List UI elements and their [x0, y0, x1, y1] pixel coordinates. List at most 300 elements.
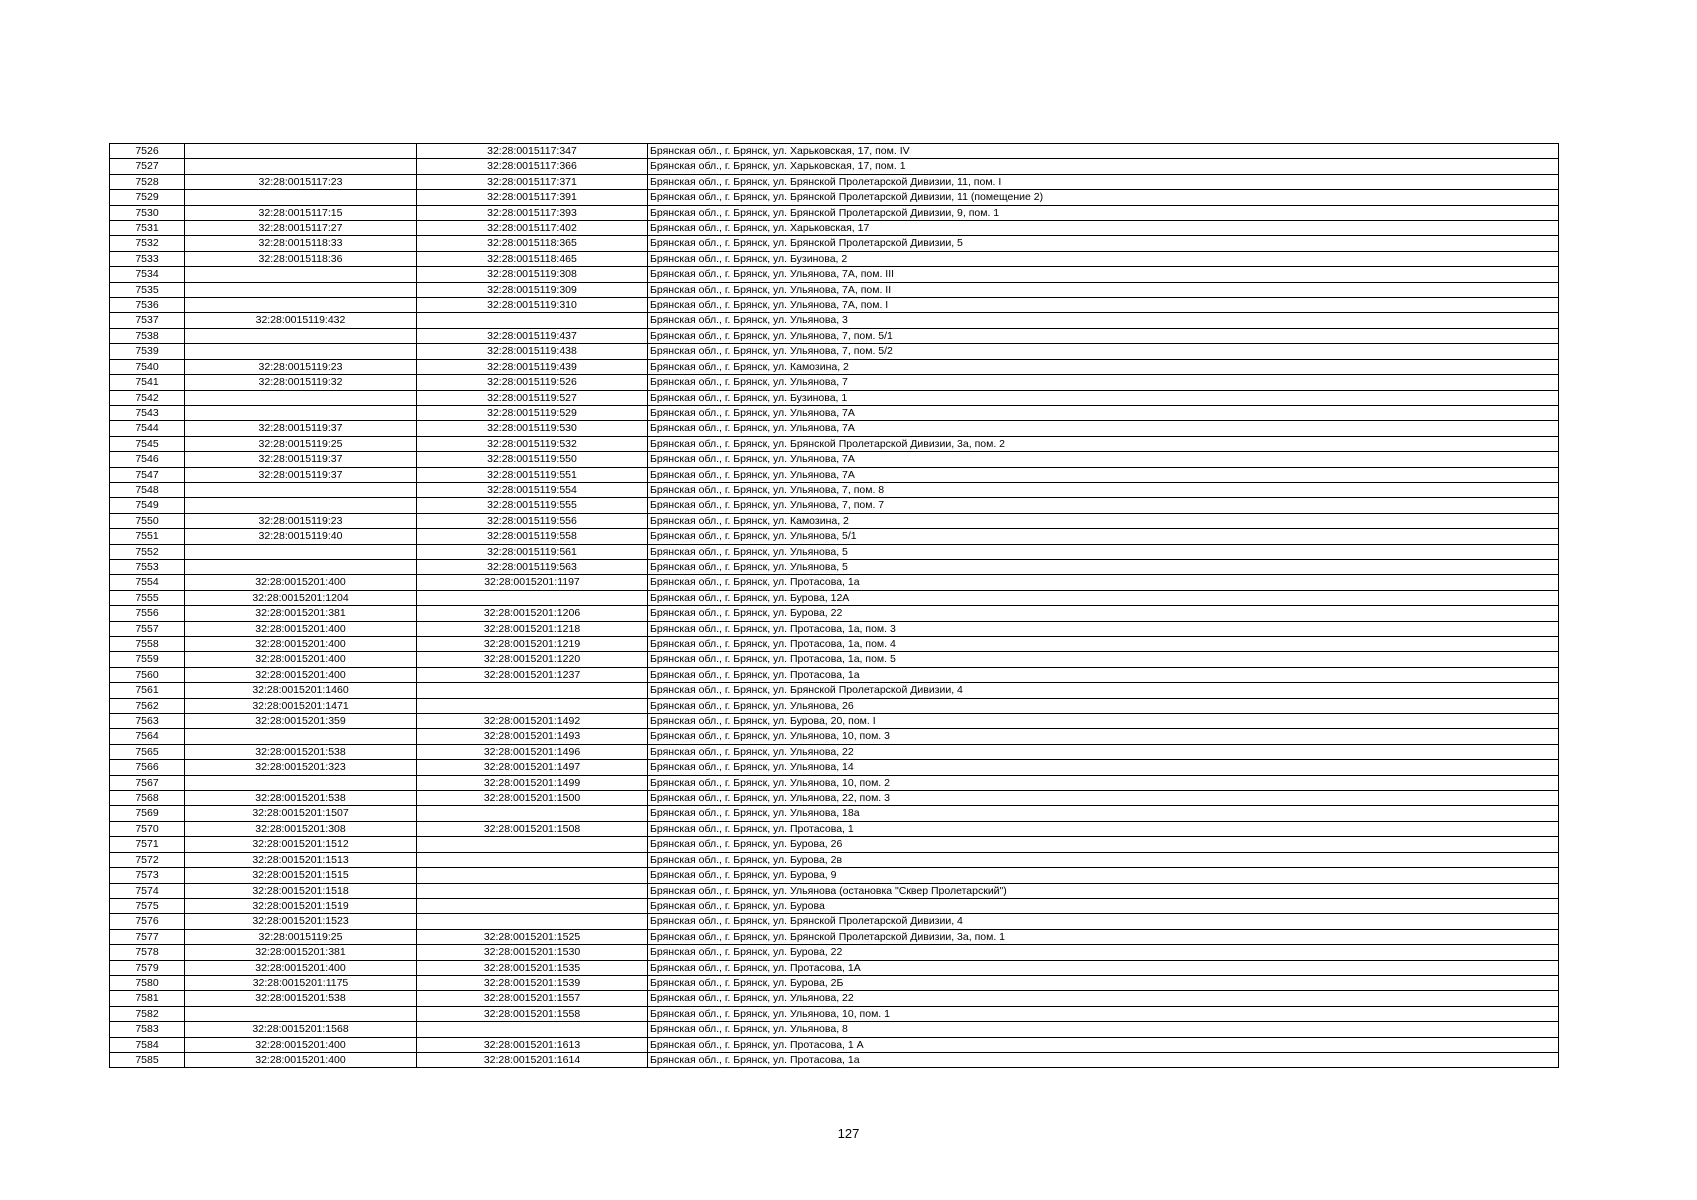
parcel-number-cell: 32:28:0015201:1568 [185, 1022, 417, 1037]
parcel-number-cell [185, 775, 417, 790]
address-cell: Брянская обл., г. Брянск, ул. Харьковская, 17, пом. IV [648, 144, 1559, 159]
row-number-cell: 7556 [110, 606, 185, 621]
object-number-cell: 32:28:0015201:1500 [417, 791, 648, 806]
table-row [110, 282, 1559, 297]
table-row [110, 375, 1559, 390]
address-cell: Брянская обл., г. Брянск, ул. Брянской Пролетарской Дивизии, 11 (помещение 2) [648, 190, 1559, 205]
row-number-cell: 7545 [110, 436, 185, 451]
address-cell: Брянская обл., г. Брянск, ул. Бурова, 2в [648, 852, 1559, 867]
parcel-number-cell: 32:28:0015119:37 [185, 452, 417, 467]
address-cell: Брянская обл., г. Брянск, ул. Бурова, 22 [648, 606, 1559, 621]
address-cell: Брянская обл., г. Брянск, ул. Ульянова, 7А [648, 452, 1559, 467]
address-cell: Брянская обл., г. Брянск, ул. Бурова, 20, пом. I [648, 714, 1559, 729]
parcel-number-cell: 32:28:0015201:1513 [185, 852, 417, 867]
address-cell: Брянская обл., г. Брянск, ул. Ульянова, 7А, пом. III [648, 267, 1559, 282]
address-cell: Брянская обл., г. Брянск, ул. Протасова, 1а, пом. 5 [648, 652, 1559, 667]
address-cell: Брянская обл., г. Брянск, ул. Протасова, 1а [648, 667, 1559, 682]
object-number-cell: 32:28:0015119:551 [417, 467, 648, 482]
parcel-number-cell: 32:28:0015201:1507 [185, 806, 417, 821]
address-cell: Брянская обл., г. Брянск, ул. Ульянова, 5 [648, 544, 1559, 559]
table-row [110, 236, 1559, 251]
address-cell: Брянская обл., г. Брянск, ул. Ульянова, 7 [648, 375, 1559, 390]
object-number-cell: 32:28:0015201:1218 [417, 621, 648, 636]
address-cell: Брянская обл., г. Брянск, ул. Протасова, 1а [648, 575, 1559, 590]
address-cell: Брянская обл., г. Брянск, ул. Ульянова, 7А [648, 467, 1559, 482]
table-row [110, 868, 1559, 883]
row-number-cell: 7544 [110, 421, 185, 436]
address-cell: Брянская обл., г. Брянск, ул. Брянской Пролетарской Дивизии, 11, пом. I [648, 174, 1559, 189]
table-row [110, 251, 1559, 266]
object-number-cell: 32:28:0015201:1206 [417, 606, 648, 621]
table-row [110, 914, 1559, 929]
address-cell: Брянская обл., г. Брянск, ул. Бурова [648, 898, 1559, 913]
object-number-cell: 32:28:0015201:1220 [417, 652, 648, 667]
address-cell: Брянская обл., г. Брянск, ул. Ульянова, 10, пом. 1 [648, 1006, 1559, 1021]
row-number-cell: 7571 [110, 837, 185, 852]
row-number-cell: 7583 [110, 1022, 185, 1037]
object-number-cell: 32:28:0015201:1525 [417, 929, 648, 944]
parcel-number-cell: 32:28:0015201:323 [185, 760, 417, 775]
table-row [110, 1037, 1559, 1052]
address-cell: Брянская обл., г. Брянск, ул. Ульянова, 7А [648, 405, 1559, 420]
address-cell: Брянская обл., г. Брянск, ул. Ульянова (остановка "Сквер Пролетарский") [648, 883, 1559, 898]
table-row [110, 652, 1559, 667]
parcel-number-cell: 32:28:0015119:23 [185, 513, 417, 528]
address-cell: Брянская обл., г. Брянск, ул. Ульянова, 7, пом. 5/1 [648, 328, 1559, 343]
row-number-cell: 7566 [110, 760, 185, 775]
parcel-number-cell: 32:28:0015201:400 [185, 621, 417, 636]
parcel-number-cell: 32:28:0015201:1471 [185, 698, 417, 713]
object-number-cell: 32:28:0015119:526 [417, 375, 648, 390]
parcel-number-cell: 32:28:0015119:40 [185, 529, 417, 544]
table-row [110, 852, 1559, 867]
table-row [110, 221, 1559, 236]
table-row [110, 960, 1559, 975]
object-number-cell: 32:28:0015201:1557 [417, 991, 648, 1006]
address-cell: Брянская обл., г. Брянск, ул. Брянской Пролетарской Дивизии, 9, пом. 1 [648, 205, 1559, 220]
object-number-cell: 32:28:0015201:1197 [417, 575, 648, 590]
table-row [110, 621, 1559, 636]
parcel-number-cell [185, 328, 417, 343]
object-number-cell: 32:28:0015201:1535 [417, 960, 648, 975]
row-number-cell: 7564 [110, 729, 185, 744]
table-row [110, 298, 1559, 313]
parcel-number-cell: 32:28:0015118:36 [185, 251, 417, 266]
object-number-cell [417, 590, 648, 605]
address-cell: Брянская обл., г. Брянск, ул. Ульянова, 7, пом. 7 [648, 498, 1559, 513]
row-number-cell: 7557 [110, 621, 185, 636]
parcel-number-cell: 32:28:0015201:381 [185, 606, 417, 621]
table-row [110, 821, 1559, 836]
row-number-cell: 7581 [110, 991, 185, 1006]
row-number-cell: 7539 [110, 344, 185, 359]
table-row [110, 991, 1559, 1006]
address-cell: Брянская обл., г. Брянск, ул. Бузинова, 1 [648, 390, 1559, 405]
parcel-number-cell: 32:28:0015201:400 [185, 667, 417, 682]
table-row [110, 898, 1559, 913]
parcel-number-cell: 32:28:0015119:25 [185, 929, 417, 944]
object-number-cell: 32:28:0015201:1508 [417, 821, 648, 836]
object-number-cell [417, 852, 648, 867]
table-row [110, 945, 1559, 960]
address-cell: Брянская обл., г. Брянск, ул. Ульянова, 22, пом. 3 [648, 791, 1559, 806]
table-row [110, 190, 1559, 205]
address-cell: Брянская обл., г. Брянск, ул. Ульянова, 22 [648, 991, 1559, 1006]
table-row [110, 452, 1559, 467]
table-row [110, 637, 1559, 652]
row-number-cell: 7578 [110, 945, 185, 960]
object-number-cell: 32:28:0015119:555 [417, 498, 648, 513]
table-row [110, 1006, 1559, 1021]
table-row [110, 513, 1559, 528]
parcel-number-cell [185, 159, 417, 174]
table-row [110, 436, 1559, 451]
address-cell: Брянская обл., г. Брянск, ул. Ульянова, 10, пом. 3 [648, 729, 1559, 744]
row-number-cell: 7548 [110, 482, 185, 497]
parcel-number-cell: 32:28:0015118:33 [185, 236, 417, 251]
address-cell: Брянская обл., г. Брянск, ул. Ульянова, 5 [648, 559, 1559, 574]
table-row [110, 806, 1559, 821]
row-number-cell: 7563 [110, 714, 185, 729]
row-number-cell: 7555 [110, 590, 185, 605]
row-number-cell: 7568 [110, 791, 185, 806]
object-number-cell: 32:28:0015119:309 [417, 282, 648, 297]
row-number-cell: 7561 [110, 683, 185, 698]
parcel-number-cell: 32:28:0015201:1518 [185, 883, 417, 898]
row-number-cell: 7572 [110, 852, 185, 867]
object-number-cell: 32:28:0015117:371 [417, 174, 648, 189]
parcel-number-cell [185, 559, 417, 574]
object-number-cell: 32:28:0015119:527 [417, 390, 648, 405]
address-cell: Брянская обл., г. Брянск, ул. Ульянова, 7, пом. 8 [648, 482, 1559, 497]
object-number-cell: 32:28:0015119:438 [417, 344, 648, 359]
table-row [110, 390, 1559, 405]
address-cell: Брянская обл., г. Брянск, ул. Ульянова, 5/1 [648, 529, 1559, 544]
table-row [110, 498, 1559, 513]
table-row [110, 174, 1559, 189]
table-row [110, 729, 1559, 744]
parcel-number-cell: 32:28:0015201:538 [185, 991, 417, 1006]
row-number-cell: 7530 [110, 205, 185, 220]
address-cell: Брянская обл., г. Брянск, ул. Ульянова, 10, пом. 2 [648, 775, 1559, 790]
table-row [110, 559, 1559, 574]
address-cell: Брянская обл., г. Брянск, ул. Ульянова, 7А, пом. II [648, 282, 1559, 297]
address-cell: Брянская обл., г. Брянск, ул. Харьковская, 17 [648, 221, 1559, 236]
address-cell: Брянская обл., г. Брянск, ул. Протасова, 1 А [648, 1037, 1559, 1052]
object-number-cell: 32:28:0015201:1493 [417, 729, 648, 744]
parcel-number-cell: 32:28:0015119:432 [185, 313, 417, 328]
address-cell: Брянская обл., г. Брянск, ул. Камозина, 2 [648, 359, 1559, 374]
address-cell: Брянская обл., г. Брянск, ул. Протасова, 1а [648, 1052, 1559, 1067]
row-number-cell: 7559 [110, 652, 185, 667]
table-row [110, 590, 1559, 605]
parcel-number-cell: 32:28:0015119:25 [185, 436, 417, 451]
registry-table-body [110, 144, 1559, 1068]
parcel-number-cell: 32:28:0015201:400 [185, 1037, 417, 1052]
address-cell: Брянская обл., г. Брянск, ул. Камозина, 2 [648, 513, 1559, 528]
row-number-cell: 7547 [110, 467, 185, 482]
parcel-number-cell: 32:28:0015119:37 [185, 467, 417, 482]
parcel-number-cell: 32:28:0015201:1519 [185, 898, 417, 913]
address-cell: Брянская обл., г. Брянск, ул. Протасова, 1а, пом. 4 [648, 637, 1559, 652]
row-number-cell: 7533 [110, 251, 185, 266]
table-row [110, 929, 1559, 944]
object-number-cell: 32:28:0015117:391 [417, 190, 648, 205]
parcel-number-cell [185, 390, 417, 405]
address-cell: Брянская обл., г. Брянск, ул. Харьковская, 17, пом. 1 [648, 159, 1559, 174]
table-row [110, 667, 1559, 682]
row-number-cell: 7575 [110, 898, 185, 913]
row-number-cell: 7579 [110, 960, 185, 975]
object-number-cell: 32:28:0015119:561 [417, 544, 648, 559]
object-number-cell: 32:28:0015119:556 [417, 513, 648, 528]
page-number: 127 [837, 1126, 860, 1141]
row-number-cell: 7551 [110, 529, 185, 544]
parcel-number-cell: 32:28:0015201:400 [185, 652, 417, 667]
object-number-cell: 32:28:0015201:1219 [417, 637, 648, 652]
parcel-number-cell: 32:28:0015117:27 [185, 221, 417, 236]
row-number-cell: 7585 [110, 1052, 185, 1067]
object-number-cell: 32:28:0015117:347 [417, 144, 648, 159]
parcel-number-cell: 32:28:0015201:400 [185, 1052, 417, 1067]
address-cell: Брянская обл., г. Брянск, ул. Бурова, 2Б [648, 975, 1559, 990]
table-row [110, 775, 1559, 790]
address-cell: Брянская обл., г. Брянск, ул. Бурова, 26 [648, 837, 1559, 852]
object-number-cell: 32:28:0015119:308 [417, 267, 648, 282]
row-number-cell: 7565 [110, 744, 185, 759]
object-number-cell [417, 883, 648, 898]
row-number-cell: 7534 [110, 267, 185, 282]
object-number-cell: 32:28:0015119:554 [417, 482, 648, 497]
row-number-cell: 7537 [110, 313, 185, 328]
object-number-cell [417, 806, 648, 821]
row-number-cell: 7570 [110, 821, 185, 836]
table-row [110, 606, 1559, 621]
row-number-cell: 7567 [110, 775, 185, 790]
table-row [110, 144, 1559, 159]
table-row [110, 698, 1559, 713]
row-number-cell: 7535 [110, 282, 185, 297]
row-number-cell: 7529 [110, 190, 185, 205]
parcel-number-cell [185, 498, 417, 513]
parcel-number-cell: 32:28:0015201:1523 [185, 914, 417, 929]
row-number-cell: 7554 [110, 575, 185, 590]
object-number-cell: 32:28:0015119:532 [417, 436, 648, 451]
address-cell: Брянская обл., г. Брянск, ул. Ульянова, 26 [648, 698, 1559, 713]
parcel-number-cell [185, 144, 417, 159]
object-number-cell: 32:28:0015119:437 [417, 328, 648, 343]
row-number-cell: 7560 [110, 667, 185, 682]
object-number-cell: 32:28:0015201:1530 [417, 945, 648, 960]
object-number-cell: 32:28:0015201:1614 [417, 1052, 648, 1067]
row-number-cell: 7552 [110, 544, 185, 559]
table-row [110, 760, 1559, 775]
row-number-cell: 7562 [110, 698, 185, 713]
object-number-cell: 32:28:0015201:1539 [417, 975, 648, 990]
object-number-cell [417, 683, 648, 698]
parcel-number-cell: 32:28:0015117:15 [185, 205, 417, 220]
object-number-cell: 32:28:0015201:1492 [417, 714, 648, 729]
address-cell: Брянская обл., г. Брянск, ул. Бурова, 12А [648, 590, 1559, 605]
parcel-number-cell: 32:28:0015201:1515 [185, 868, 417, 883]
row-number-cell: 7527 [110, 159, 185, 174]
parcel-number-cell [185, 405, 417, 420]
address-cell: Брянская обл., г. Брянск, ул. Ульянова, 8 [648, 1022, 1559, 1037]
row-number-cell: 7558 [110, 637, 185, 652]
object-number-cell [417, 698, 648, 713]
parcel-number-cell [185, 282, 417, 297]
row-number-cell: 7543 [110, 405, 185, 420]
parcel-number-cell: 32:28:0015117:23 [185, 174, 417, 189]
parcel-number-cell: 32:28:0015119:37 [185, 421, 417, 436]
table-row [110, 529, 1559, 544]
row-number-cell: 7531 [110, 221, 185, 236]
object-number-cell: 32:28:0015119:563 [417, 559, 648, 574]
object-number-cell [417, 837, 648, 852]
table-row [110, 421, 1559, 436]
address-cell: Брянская обл., г. Брянск, ул. Брянской Пролетарской Дивизии, 5 [648, 236, 1559, 251]
table-row [110, 344, 1559, 359]
parcel-number-cell: 32:28:0015201:1204 [185, 590, 417, 605]
address-cell: Брянская обл., г. Брянск, ул. Ульянова, 7, пом. 5/2 [648, 344, 1559, 359]
address-cell: Брянская обл., г. Брянск, ул. Бузинова, 2 [648, 251, 1559, 266]
parcel-number-cell [185, 298, 417, 313]
row-number-cell: 7542 [110, 390, 185, 405]
parcel-number-cell [185, 729, 417, 744]
row-number-cell: 7574 [110, 883, 185, 898]
table-row [110, 883, 1559, 898]
object-number-cell [417, 898, 648, 913]
object-number-cell: 32:28:0015118:365 [417, 236, 648, 251]
address-cell: Брянская обл., г. Брянск, ул. Ульянова, 22 [648, 744, 1559, 759]
row-number-cell: 7532 [110, 236, 185, 251]
table-row [110, 359, 1559, 374]
address-cell: Брянская обл., г. Брянск, ул. Ульянова, 18а [648, 806, 1559, 821]
address-cell: Брянская обл., г. Брянск, ул. Протасова, 1а, пом. 3 [648, 621, 1559, 636]
object-number-cell: 32:28:0015118:465 [417, 251, 648, 266]
table-row [110, 975, 1559, 990]
object-number-cell: 32:28:0015119:439 [417, 359, 648, 374]
object-number-cell: 32:28:0015119:310 [417, 298, 648, 313]
parcel-number-cell: 32:28:0015201:400 [185, 575, 417, 590]
row-number-cell: 7526 [110, 144, 185, 159]
parcel-number-cell [185, 1006, 417, 1021]
table-row [110, 544, 1559, 559]
address-cell: Брянская обл., г. Брянск, ул. Протасова, 1 [648, 821, 1559, 836]
table-row [110, 328, 1559, 343]
table-row [110, 467, 1559, 482]
object-number-cell: 32:28:0015201:1499 [417, 775, 648, 790]
row-number-cell: 7549 [110, 498, 185, 513]
object-number-cell: 32:28:0015201:1613 [417, 1037, 648, 1052]
object-number-cell: 32:28:0015117:393 [417, 205, 648, 220]
object-number-cell: 32:28:0015117:366 [417, 159, 648, 174]
row-number-cell: 7550 [110, 513, 185, 528]
row-number-cell: 7536 [110, 298, 185, 313]
row-number-cell: 7546 [110, 452, 185, 467]
object-number-cell: 32:28:0015201:1558 [417, 1006, 648, 1021]
row-number-cell: 7541 [110, 375, 185, 390]
address-cell: Брянская обл., г. Брянск, ул. Бурова, 22 [648, 945, 1559, 960]
table-row [110, 1052, 1559, 1067]
object-number-cell: 32:28:0015201:1237 [417, 667, 648, 682]
row-number-cell: 7528 [110, 174, 185, 189]
address-cell: Брянская обл., г. Брянск, ул. Брянской Пролетарской Дивизии, 3а, пом. 2 [648, 436, 1559, 451]
parcel-number-cell: 32:28:0015201:381 [185, 945, 417, 960]
parcel-number-cell [185, 267, 417, 282]
row-number-cell: 7577 [110, 929, 185, 944]
parcel-number-cell [185, 344, 417, 359]
object-number-cell [417, 1022, 648, 1037]
address-cell: Брянская обл., г. Брянск, ул. Брянской Пролетарской Дивизии, 4 [648, 914, 1559, 929]
table-row [110, 159, 1559, 174]
address-cell: Брянская обл., г. Брянск, ул. Бурова, 9 [648, 868, 1559, 883]
table-row [110, 714, 1559, 729]
table-row [110, 405, 1559, 420]
parcel-number-cell: 32:28:0015119:23 [185, 359, 417, 374]
parcel-number-cell: 32:28:0015201:538 [185, 744, 417, 759]
address-cell: Брянская обл., г. Брянск, ул. Ульянова, 7А, пом. I [648, 298, 1559, 313]
parcel-number-cell: 32:28:0015201:400 [185, 637, 417, 652]
row-number-cell: 7540 [110, 359, 185, 374]
address-cell: Брянская обл., г. Брянск, ул. Протасова, 1А [648, 960, 1559, 975]
object-number-cell: 32:28:0015119:529 [417, 405, 648, 420]
parcel-number-cell [185, 190, 417, 205]
table-row [110, 791, 1559, 806]
object-number-cell [417, 914, 648, 929]
address-cell: Брянская обл., г. Брянск, ул. Брянской Пролетарской Дивизии, 3а, пом. 1 [648, 929, 1559, 944]
parcel-number-cell [185, 544, 417, 559]
table-row [110, 744, 1559, 759]
object-number-cell: 32:28:0015119:558 [417, 529, 648, 544]
table-row [110, 313, 1559, 328]
row-number-cell: 7576 [110, 914, 185, 929]
address-cell: Брянская обл., г. Брянск, ул. Ульянова, 3 [648, 313, 1559, 328]
parcel-number-cell: 32:28:0015201:400 [185, 960, 417, 975]
row-number-cell: 7580 [110, 975, 185, 990]
row-number-cell: 7582 [110, 1006, 185, 1021]
table-row [110, 482, 1559, 497]
object-number-cell [417, 868, 648, 883]
parcel-number-cell: 32:28:0015201:308 [185, 821, 417, 836]
object-number-cell: 32:28:0015119:550 [417, 452, 648, 467]
row-number-cell: 7573 [110, 868, 185, 883]
parcel-number-cell [185, 482, 417, 497]
table-row [110, 837, 1559, 852]
parcel-number-cell: 32:28:0015119:32 [185, 375, 417, 390]
registry-table [109, 143, 1559, 1068]
row-number-cell: 7584 [110, 1037, 185, 1052]
row-number-cell: 7553 [110, 559, 185, 574]
parcel-number-cell: 32:28:0015201:538 [185, 791, 417, 806]
table-row [110, 575, 1559, 590]
address-cell: Брянская обл., г. Брянск, ул. Ульянова, 14 [648, 760, 1559, 775]
row-number-cell: 7538 [110, 328, 185, 343]
table-row [110, 1022, 1559, 1037]
object-number-cell: 32:28:0015117:402 [417, 221, 648, 236]
address-cell: Брянская обл., г. Брянск, ул. Брянской Пролетарской Дивизии, 4 [648, 683, 1559, 698]
table-row [110, 267, 1559, 282]
object-number-cell: 32:28:0015119:530 [417, 421, 648, 436]
parcel-number-cell: 32:28:0015201:1512 [185, 837, 417, 852]
parcel-number-cell: 32:28:0015201:1175 [185, 975, 417, 990]
object-number-cell [417, 313, 648, 328]
address-cell: Брянская обл., г. Брянск, ул. Ульянова, 7А [648, 421, 1559, 436]
table-row [110, 683, 1559, 698]
object-number-cell: 32:28:0015201:1496 [417, 744, 648, 759]
parcel-number-cell: 32:28:0015201:1460 [185, 683, 417, 698]
object-number-cell: 32:28:0015201:1497 [417, 760, 648, 775]
